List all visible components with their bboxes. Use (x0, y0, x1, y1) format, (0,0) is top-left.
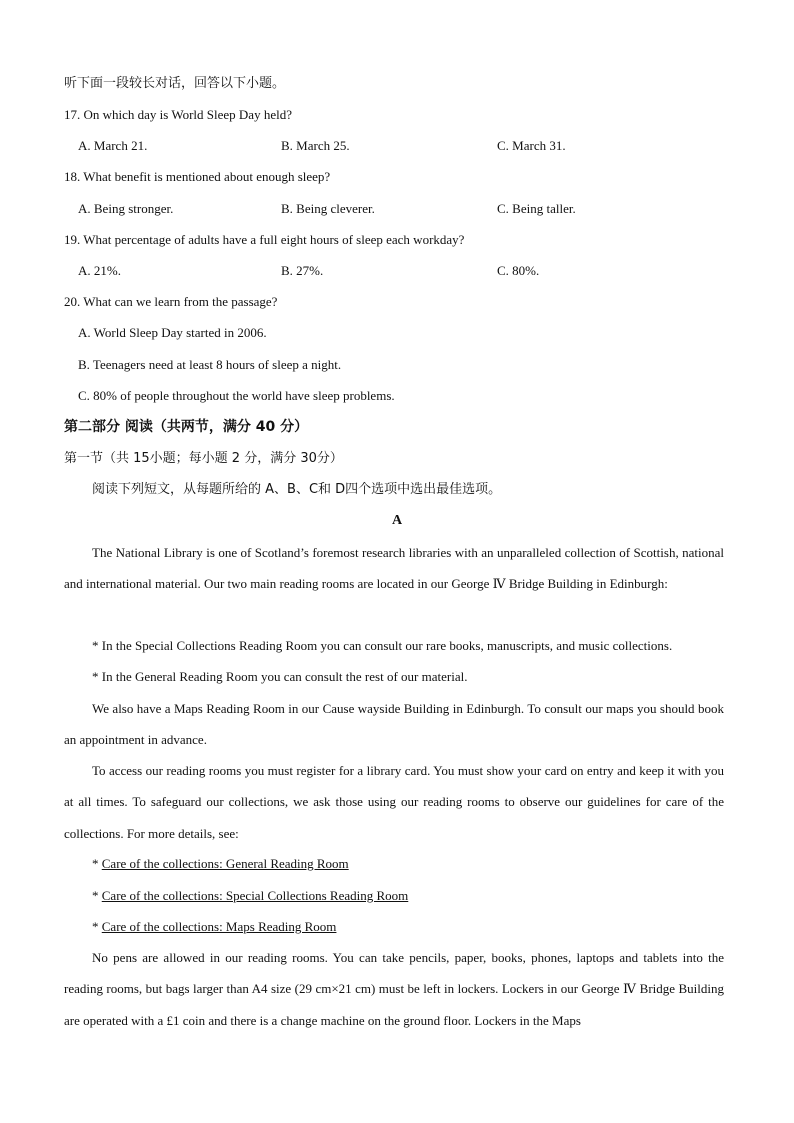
q20-option-b: B. Teenagers need at least 8 hours of sleep a night. (78, 357, 342, 372)
passage-paragraph-4: No pens are allowed in our reading rooms. You can take pencils, paper, books, phones, laptops and tablets into the reading rooms, but bags larger than A4 size (29 cm×21 cm) must be left in lockers. Lockers in our George Ⅳ Bridge Building are operated with a £1 coin and there is a change machine on the ground floor. Lockers in the Maps (64, 950, 724, 1028)
q17-option-b: B. March 25. (281, 138, 350, 153)
q19-option-a: A. 21%. (78, 263, 121, 278)
passage-bullet-special: * In the Special Collections Reading Room you can consult our rare books, manuscripts, and music collections. (92, 638, 673, 653)
reading-instruction: 阅读下列短文，从每题所给的 A、B、C和 D四个选项中选出最佳选项。 (92, 482, 502, 497)
q19-option-b: B. 27%. (281, 263, 324, 278)
question-19: 19. What percentage of adults have a full eight hours of sleep each workday? (64, 232, 465, 247)
link-item-special (92, 888, 408, 904)
q18-option-b: B. Being cleverer. (281, 201, 375, 216)
question-20: 20. What can we learn from the passage? (64, 294, 278, 309)
q20-option-c: C. 80% of people throughout the world have sleep problems. (78, 388, 395, 403)
passage-paragraph-3: To access our reading rooms you must register for a library card. You must show your card on entry and keep it with you at all times. To safeguard our collections, we ask those using our reading rooms to observe our guidelines for care of the collections. For more details, see: (64, 763, 724, 841)
link-item-general (92, 856, 349, 872)
link-care-maps-reading-room[interactable]: Care of the collections: Maps Reading Room (101, 919, 337, 934)
link-care-general-reading-room[interactable]: Care of the collections: General Reading Room (101, 856, 349, 871)
listening-intro: 听下面一段较长对话，回答以下小题。 (64, 76, 286, 91)
passage-bullet-general: * In the General Reading Room you can consult the rest of our material. (92, 669, 468, 684)
q18-option-c: C. Being taller. (497, 201, 576, 216)
link-bullet: * (92, 856, 102, 871)
question-17: 17. On which day is World Sleep Day held? (64, 107, 292, 122)
q17-option-c: C. March 31. (497, 138, 566, 153)
q17-option-a: A. March 21. (78, 138, 148, 153)
link-bullet: * (92, 919, 102, 934)
q18-option-a: A. Being stronger. (78, 201, 174, 216)
passage-paragraph-1: The National Library is one of Scotland’s foremost research libraries with an unparalleled collection of Scottish, national and international material. Our two main reading rooms are located in our George Ⅳ Bridge Building in Edinburgh: (64, 545, 724, 592)
question-18: 18. What benefit is mentioned about enough sleep? (64, 169, 331, 184)
section-one-title: 第一节（共 15小题；每小题 2 分，满分 30分） (64, 451, 343, 466)
part-two-title: 第二部分 阅读（共两节，满分 40 分） (64, 419, 309, 435)
passage-paragraph-2: We also have a Maps Reading Room in our Cause wayside Building in Edinburgh. To consult our maps you should book an appointment in advance. (64, 701, 724, 748)
q19-option-c: C. 80%. (497, 263, 540, 278)
link-care-special-collections-reading-room[interactable]: Care of the collections: Special Collections Reading Room (101, 888, 409, 903)
passage-label: A (391, 513, 403, 528)
link-item-maps (92, 919, 336, 935)
link-bullet: * (92, 888, 102, 903)
q20-option-a: A. World Sleep Day started in 2006. (78, 325, 267, 340)
